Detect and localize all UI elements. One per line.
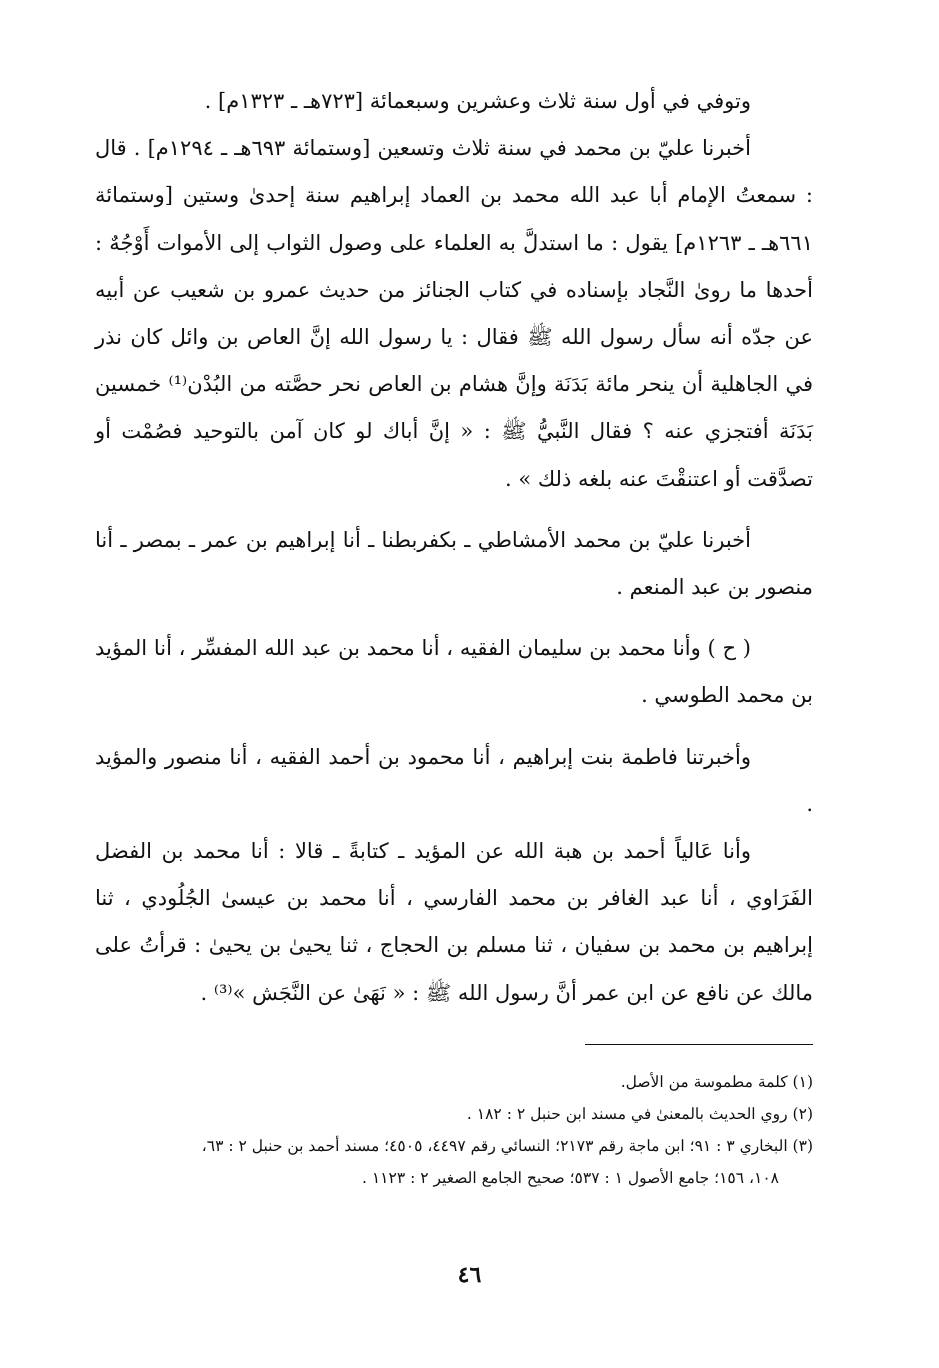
page-number: ٤٦	[457, 1262, 482, 1288]
paragraph-isnad-two: ( ح ) وأنا محمد بن سليمان الفقيه ، أنا محمد بن عبد الله المفسِّر ، أنا المؤيد بن محمد الطوسي .	[95, 636, 813, 708]
footnote-3-continued: ١٠٨، ١٥٦؛ جامع الأصول ١ : ٥٣٧؛ صحيح الجامع الصغير ٢ : ١١٢٣ .	[361, 1169, 779, 1187]
paragraph-isnad-one: أخبرنا عليّ بن محمد الأمشاطي ـ بكفربطنا ـ أنا إبراهيم بن عمر ـ بمصر ـ أنا منصور بن عبد المنعم .	[95, 527, 813, 600]
paragraph-hadith-one: أخبرنا عليّ بن محمد في سنة ثلاث وتسعين [وستمائة ٦٩٣هـ ـ ١٢٩٤م] . قال : سمعتُ الإمام أبا عبد الله محمد بن العماد إبراهيم سنة إحدىٰ وستين [وستمائة ٦٦١هـ ـ ١٢٦٣م] يقول : ما استدلَّ به العلماء على وصول الثواب إلى الأموات أَوْجُهٌ : أحدها ما روىٰ النَّجاد بإسناده في كتاب الجنائز من حديث عمرو بن شعيب عن أبيه عن جدّه أنه سأل رسول الله ﷺ فقال : يا رسول الله إنَّ العاص بن وائل كان نذر في الجاهلية أن ينحر مائة بَدَنَة وإنَّ هشام بن العاص نحر حصَّته من البُدْن⁽¹⁾ خمسين بَدَنَة أفتجزي عنه ؟ فقال النَّبيُّ ﷺ : « إنَّ أباك لو كان آمن بالتوحيد فصُمْت أو تصدَّقت أو اعتنقْتَ عنه بلغه ذلك » .	[95, 136, 813, 491]
paragraph-hadith-two: وأنا عَالياً أحمد بن هبة الله عن المؤيد ـ كتابةً ـ قالا : أنا محمد بن الفضل الفَرَاوي ، أنا عبد الغافر بن محمد الفارسي ، أنا محمد بن عيسىٰ الجُلُودي ، ثنا إبراهيم بن محمد بن سفيان ، ثنا مسلم بن الحجاج ، ثنا يحيىٰ بن يحيىٰ : قرأتُ على مالك عن نافع عن ابن عمر أنَّ رسول الله ﷺ : « نَهَىٰ عن النَّجَش »⁽³⁾ .	[95, 839, 813, 1005]
footnotes	[95, 1066, 813, 1194]
main-text	[95, 78, 813, 1017]
footnote-separator	[585, 1044, 813, 1045]
paragraph-death-year: وتوفي في أول سنة ثلاث وعشرين وسبعمائة [٧٢٣هـ ـ ١٣٢٣م] .	[204, 89, 751, 113]
footnote-3: (٣) البخاري ٣ : ٩١؛ ابن ماجة رقم ٢١٧٣؛ النسائي رقم ٤٤٩٧، ٤٥٠٥؛ مسند أحمد بن حنبل ٢ : ٦٣،	[201, 1137, 813, 1155]
footnote-2: (٢) روي الحديث بالمعنىٰ في مسند ابن حنبل ٢ : ١٨٢ .	[466, 1105, 813, 1123]
footnote-1: (١) كلمة مطموسة من الأصل.	[620, 1073, 813, 1091]
paragraph-isnad-three: وأخبرتنا فاطمة بنت إبراهيم ، أنا محمود بن أحمد الفقيه ، أنا منصور والمؤيد .	[95, 744, 813, 816]
